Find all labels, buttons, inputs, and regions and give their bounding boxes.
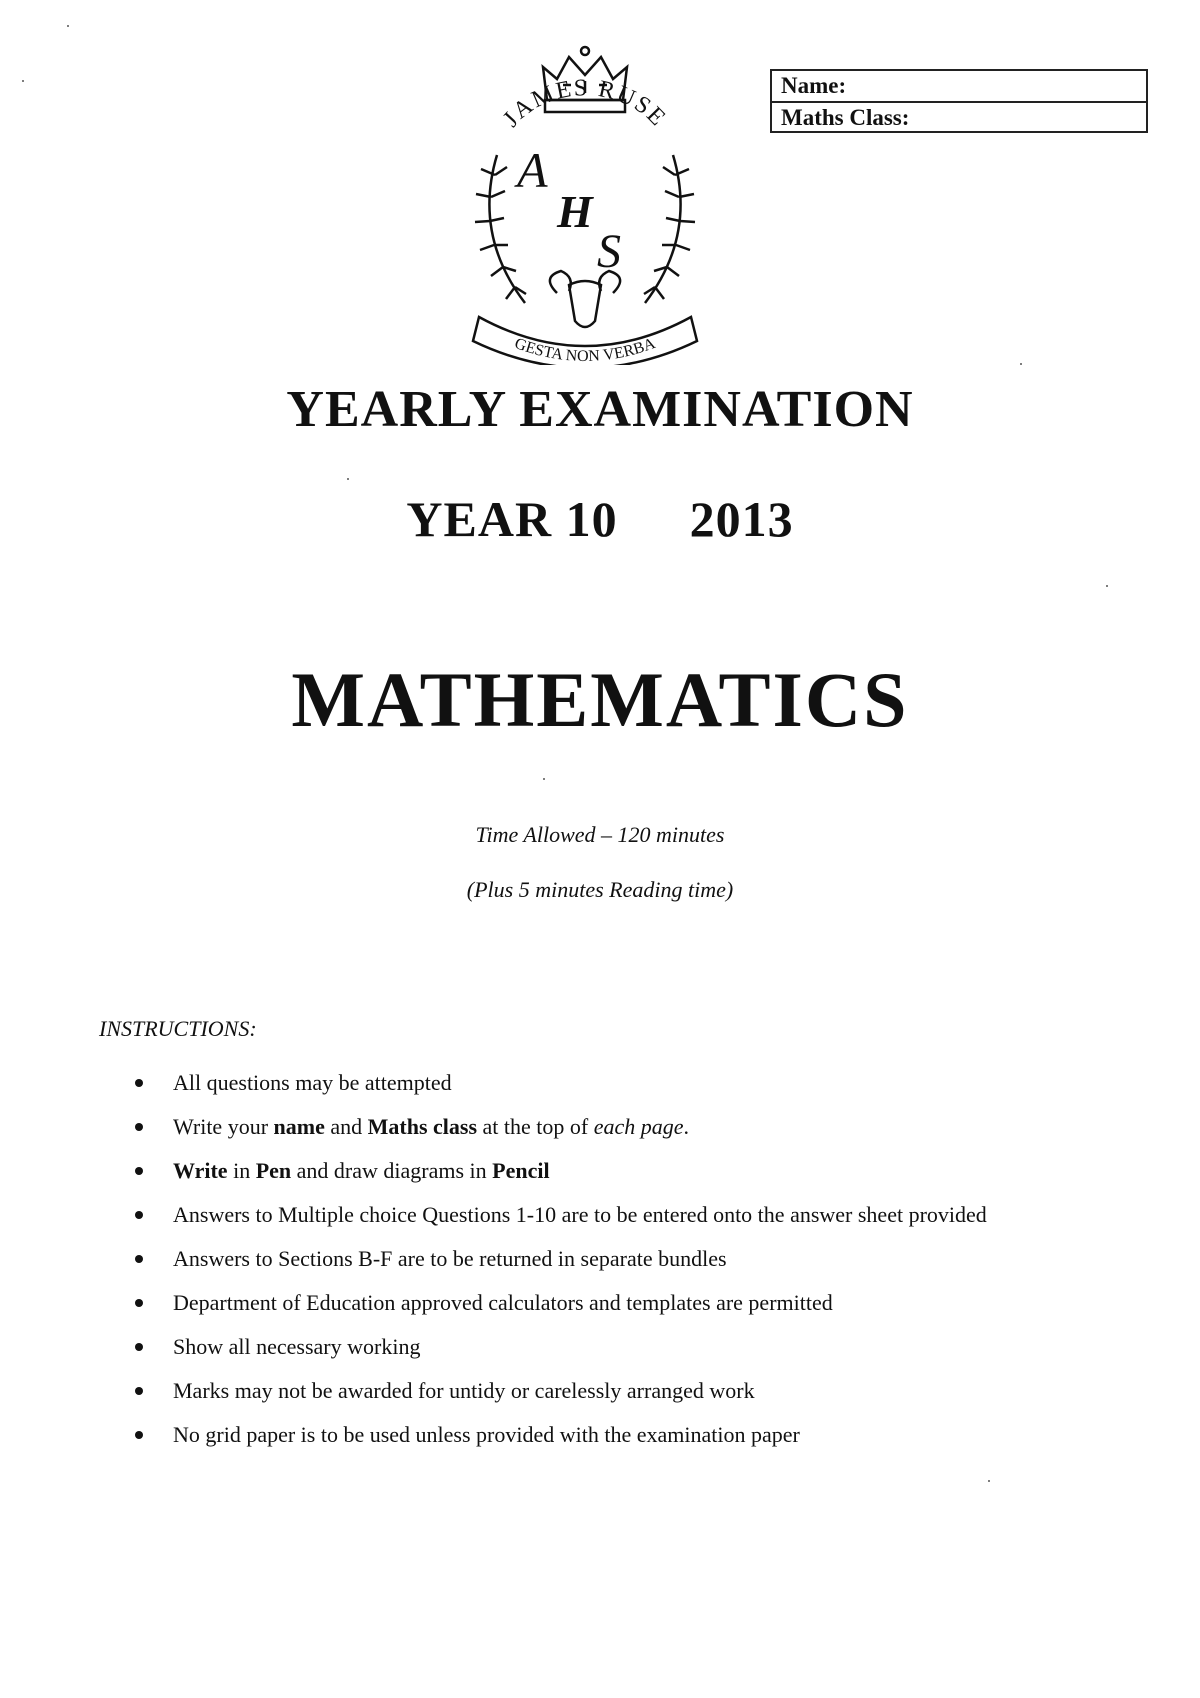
bullet-icon <box>135 1167 143 1175</box>
bullet-icon <box>135 1431 143 1439</box>
maths-class-field <box>772 101 1146 131</box>
instructions-heading: INSTRUCTIONS: <box>99 1016 257 1041</box>
bullet-icon <box>135 1299 143 1307</box>
crest-arc-text: JAMES RUSE <box>498 75 672 133</box>
scan-speck <box>1020 363 1022 365</box>
instruction-item: Department of Education approved calculators and templates are permitted <box>135 1290 987 1334</box>
ram-head-icon <box>550 271 620 327</box>
bullet-icon <box>135 1079 143 1087</box>
instruction-item: Write in Pen and draw diagrams in Pencil <box>135 1158 987 1202</box>
svg-text:A: A <box>517 142 548 198</box>
svg-text:S: S <box>597 225 621 278</box>
reading-time: (Plus 5 minutes Reading time) <box>466 877 734 902</box>
crest-monogram <box>514 142 621 278</box>
scan-speck <box>1106 585 1108 587</box>
instruction-item: Answers to Multiple choice Questions 1-10 are to be entered onto the answer sheet provided <box>135 1202 987 1246</box>
maths-class-label: Maths Class: <box>781 105 910 130</box>
exam-year: 2013 <box>689 491 794 547</box>
instruction-item: Write your name and Maths class at the top of each page. <box>135 1114 987 1158</box>
exam-year-line <box>0 490 1200 548</box>
year-level: YEAR 10 <box>406 491 618 547</box>
bullet-icon <box>135 1343 143 1351</box>
instruction-item: Answers to Sections B-F are to be returned in separate bundles <box>135 1246 987 1290</box>
bullet-icon <box>135 1387 143 1395</box>
scan-speck <box>988 1480 990 1482</box>
bullet-icon <box>135 1211 143 1219</box>
name-field <box>772 71 1146 101</box>
time-allowed: Time Allowed – 120 minutes <box>475 822 725 847</box>
subject-title: MATHEMATICS <box>291 656 909 743</box>
instruction-item: No grid paper is to be used unless provided with the examination paper <box>135 1422 987 1466</box>
scan-speck <box>543 778 545 780</box>
instruction-item: Marks may not be awarded for untidy or carelessly arranged work <box>135 1378 987 1422</box>
student-details-box <box>770 69 1148 133</box>
instruction-item: All questions may be attempted <box>135 1070 987 1114</box>
exam-heading: YEARLY EXAMINATION <box>286 381 914 438</box>
scan-speck <box>347 478 349 480</box>
school-crest <box>465 45 705 365</box>
svg-text:H: H <box>557 186 593 237</box>
instructions-list <box>135 1070 987 1466</box>
bullet-icon <box>135 1123 143 1131</box>
bullet-icon <box>135 1255 143 1263</box>
scan-speck <box>67 25 69 27</box>
instruction-item: Show all necessary working <box>135 1334 987 1378</box>
scan-speck <box>22 80 24 82</box>
name-label: Name: <box>781 73 847 98</box>
crest-motto: GESTA NON VERBA <box>512 335 658 365</box>
